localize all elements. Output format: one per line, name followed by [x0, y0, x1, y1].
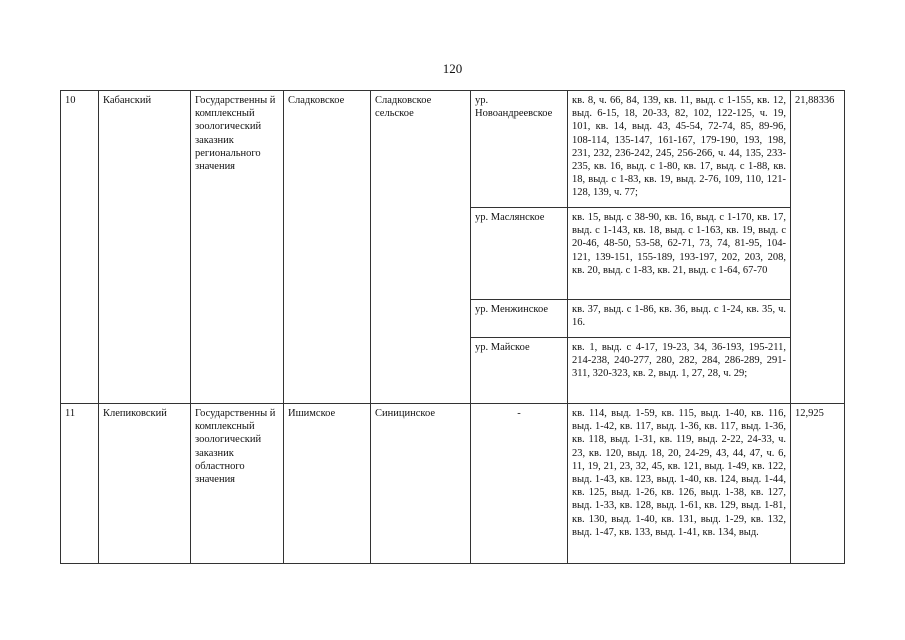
reserve-type-cell: Государственны й комплексный зоологический заказник регионального значения [191, 91, 284, 404]
page-number: 120 [442, 61, 463, 76]
row-number: 10 [61, 91, 99, 404]
reserve-name-cell: Ишимское [284, 404, 371, 564]
reserve-name-cell: Сладковское [284, 91, 371, 404]
table-row [61, 404, 845, 564]
area-cell: 21,88336 [791, 91, 845, 404]
table-row [61, 91, 845, 208]
district-cell: Кабанский [99, 91, 191, 404]
tract-cell: ур. Новоандреевское [471, 91, 568, 208]
reserves-table [60, 90, 845, 564]
reserve-type-cell: Государственны й комплексный зоологический заказник областного значения [191, 404, 284, 564]
quarters-cell: кв. 15, выд. с 38-90, кв. 16, выд. с 1-170, кв. 17, выд. с 1-143, кв. 18, выд. с 1-163, кв. 19, выд. с 20-46, 48-50, 53-58, 62-71, 73, 74, 81-95, 104-121, 139-151, 155-189, 193-197, 202, 203, 208, кв. 20, выд. с 1-83, кв. 21, выд. с 1-64, 67-70 [568, 208, 791, 300]
quarters-cell: кв. 37, выд. с 1-86, кв. 36, выд. с 1-24, кв. 35, ч. 16. [568, 300, 791, 338]
forestry-cell: Сладковское сельское [371, 91, 471, 404]
quarters-cell: кв. 8, ч. 66, 84, 139, кв. 11, выд. с 1-155, кв. 12, выд. 6-15, 18, 20-33, 82, 102, 122-125, ч. 19, 101, кв. 14, выд. 43, 45-54, 72-74, 85, 89-96, 108-114, 135-147, 161-167, 179-190, 193, 198, 231, 232, 236-242, 245, 256-266, ч. 44, 135, 233-235, кв. 16, выд. с 1-80, кв. 17, выд. с 1-88, кв. 18, выд. с 1-83, кв. 19, выд. 2-76, 109, 110, 121-128, 139, ч. 77; [568, 91, 791, 208]
tract-cell: ур. Менжинское [471, 300, 568, 338]
quarters-cell: кв. 1, выд. с 4-17, 19-23, 34, 36-193, 195-211, 214-238, 240-277, 280, 282, 284, 286-289, 291-311, 320-323, кв. 2, выд. 1, 27, 28, ч. 29; [568, 338, 791, 404]
tract-cell: ур. Майское [471, 338, 568, 404]
tract-cell: ур. Маслянское [471, 208, 568, 300]
tract-cell: - [471, 404, 568, 564]
row-number: 11 [61, 404, 99, 564]
district-cell: Клепиковский [99, 404, 191, 564]
quarters-cell: кв. 114, выд. 1-59, кв. 115, выд. 1-40, кв. 116, выд. 1-42, кв. 117, выд. 1-36, кв. 117, выд. 1-36, кв. 118, выд. 1-31, кв. 119, выд. 2-22, 24-33, ч. 23, кв. 120, выд. 18, 20, 24-29, 43, 44, 47, ч. 6, 11, 19, 21, 23, 32, 45, кв. 121, выд. 1-49, кв. 122, выд. 1-43, кв. 123, выд. 1-40, кв. 124, выд. 1-44, кв. 125, выд. 1-26, кв. 126, выд. 1-38, кв. 127, выд. 1-33, кв. 128, выд. 1-61, кв. 129, выд. 1-81, кв. 130, выд. 1-40, кв. 131, выд. 1-29, кв. 132, выд. 1-47, кв. 133, выд. 1-41, кв. 134, выд. [568, 404, 791, 564]
area-cell: 12,925 [791, 404, 845, 564]
forestry-cell: Синицинское [371, 404, 471, 564]
